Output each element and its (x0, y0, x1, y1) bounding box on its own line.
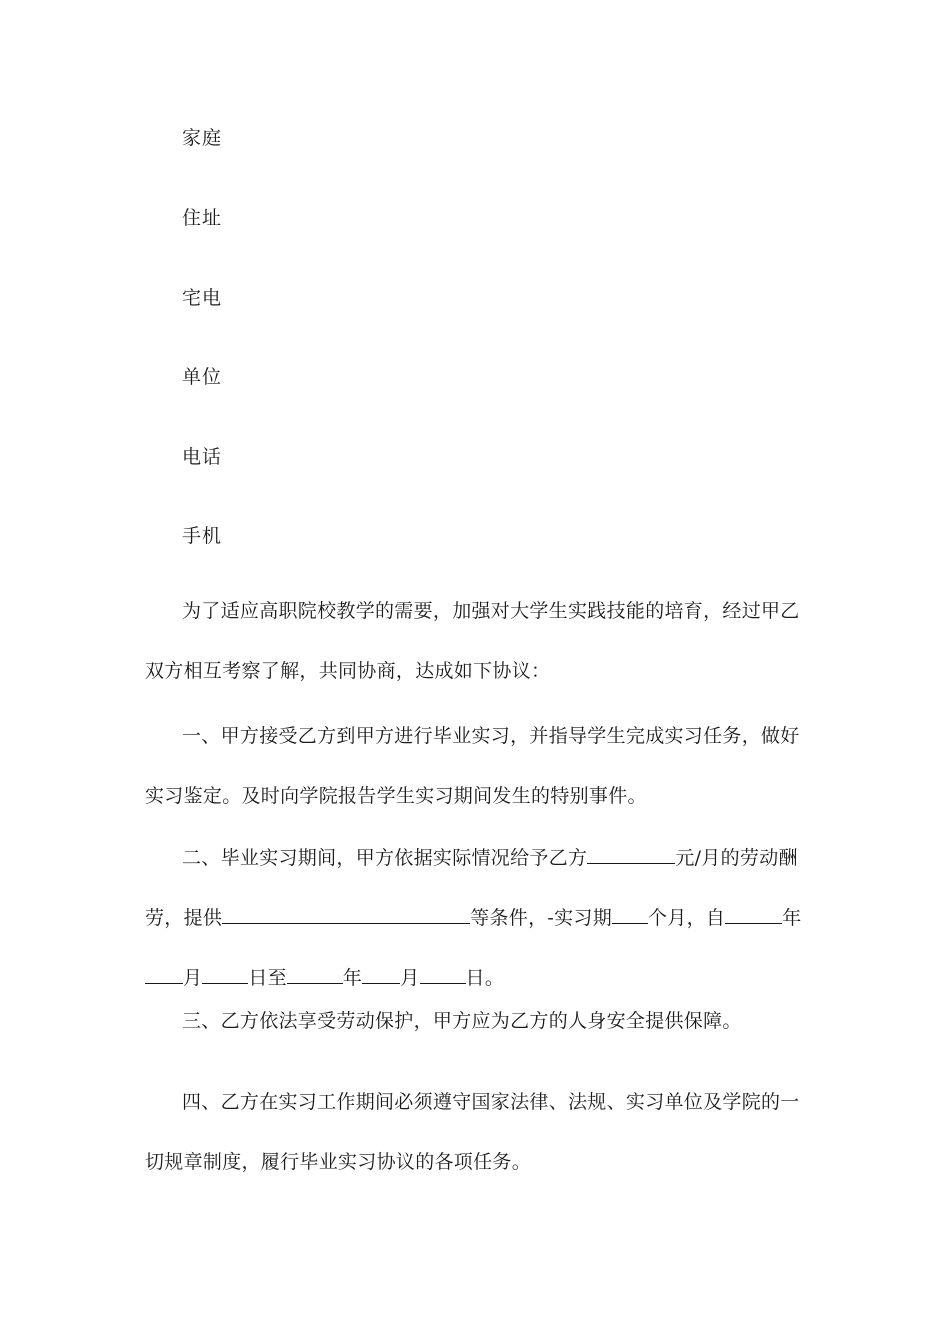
clause-2-text: 元/月的劳动酬 (675, 847, 798, 869)
clause-2-text: 劳，提供 (145, 907, 223, 929)
start-day-blank[interactable] (202, 961, 248, 984)
label-home: 家庭 (182, 127, 223, 149)
clause-2-text: 二、毕业实习期间，甲方依据实际情况给予乙方 (182, 847, 588, 869)
clause-2-text: 月 (400, 967, 420, 989)
preamble-paragraph (145, 581, 805, 701)
clause-2-text: 月 (183, 967, 203, 989)
clause-2-text: 日至 (248, 967, 287, 989)
clause-4-line-2: 切规章制度，履行毕业实习协议的各项任务。 (145, 1151, 532, 1173)
end-month-blank[interactable] (362, 961, 400, 984)
months-blank[interactable] (612, 901, 648, 924)
clause-1-line-1: 一、甲方接受乙方到甲方进行毕业实习，并指导学生完成实习任务，做好 (182, 725, 800, 747)
end-year-blank[interactable] (287, 961, 343, 984)
label-phone: 电话 (182, 446, 223, 468)
clause-1-paragraph (145, 706, 805, 826)
label-work-unit: 单位 (182, 366, 223, 388)
end-day-blank[interactable] (420, 961, 466, 984)
clause-2-text: 年 (342, 967, 363, 989)
clause-4-line-1: 四、乙方在实习工作期间必须遵守国家法律、法规、实习单位及学院的一 (182, 1091, 800, 1113)
clause-2-text: 等条件，-实习期 (470, 907, 613, 929)
start-year-blank[interactable] (725, 901, 782, 924)
clause-2-text: 日。 (465, 967, 505, 989)
clause-4-paragraph (145, 1072, 805, 1192)
start-month-blank[interactable] (145, 961, 183, 984)
preamble-line-1: 为了适应高职院校教学的需要，加强对大学生实践技能的培育，经过甲乙 (182, 600, 800, 622)
label-mobile: 手机 (182, 525, 223, 547)
label-home-phone: 宅电 (182, 287, 223, 309)
clause-2-text: 个月，自 (648, 907, 726, 929)
conditions-blank[interactable] (222, 901, 470, 924)
clause-3-paragraph (145, 991, 805, 1051)
clause-2-paragraph (145, 828, 805, 1008)
clause-2-line-2 (145, 888, 805, 948)
preamble-line-2: 双方相互考察了解，共同协商，达成如下协议： (145, 660, 551, 682)
clause-2-line-1 (145, 828, 805, 888)
clause-1-line-2: 实习鉴定。及时向学院报告学生实习期间发生的特别事件。 (145, 785, 647, 807)
clause-3-line-1: 三、乙方依法享受劳动保护，甲方应为乙方的人身安全提供保障。 (182, 1010, 742, 1032)
clause-2-text: 年 (782, 907, 802, 929)
label-address: 住址 (182, 207, 223, 229)
salary-blank[interactable] (587, 841, 675, 864)
